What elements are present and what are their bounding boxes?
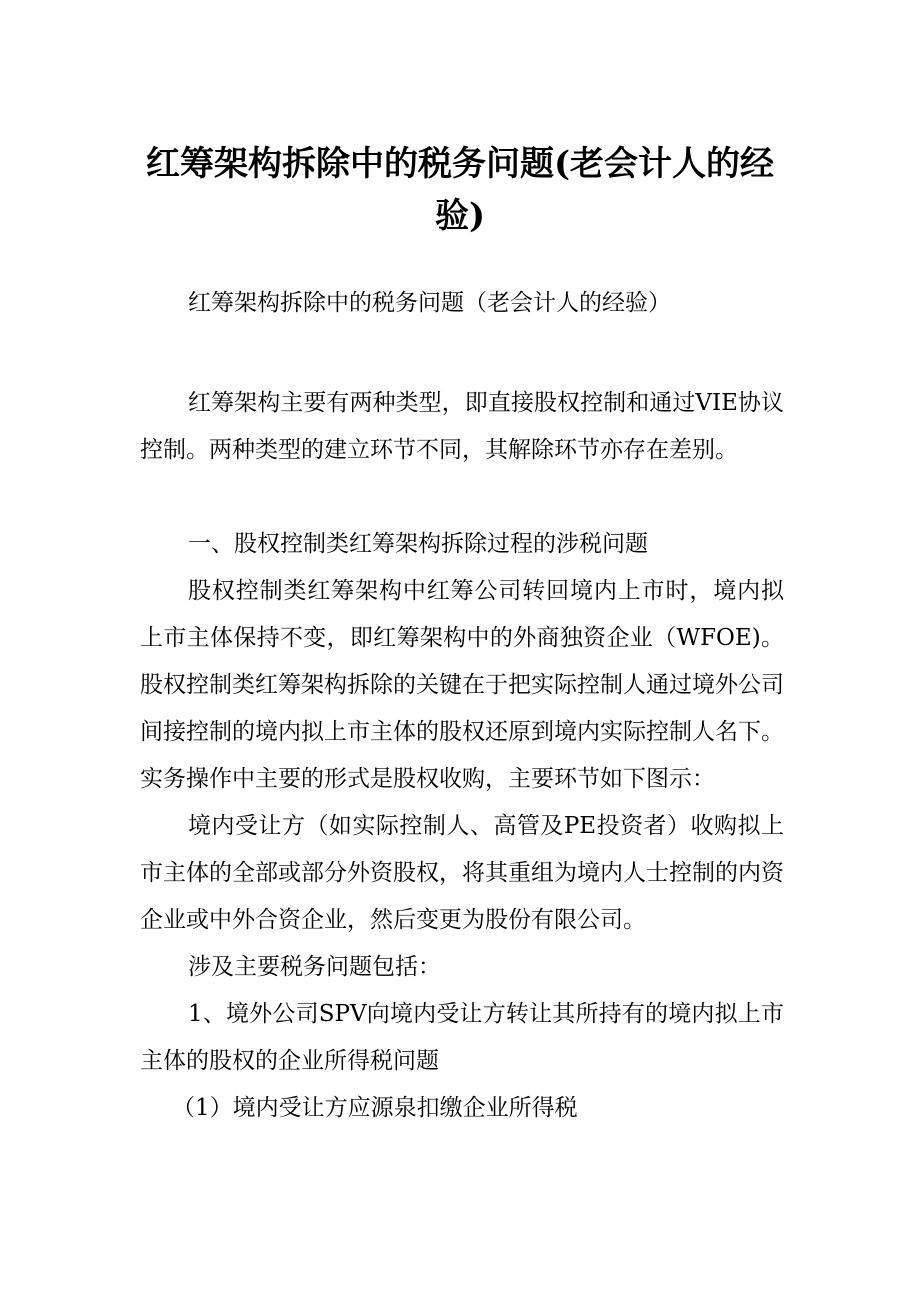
body-paragraph: 涉及主要税务问题包括： [188,954,441,980]
body-section [140,521,784,1132]
body-paragraph: 境内受让方（如实际控制人、高管及PE投资者）收购拟上市主体的全部或部分外资股权，将其重组为境内人士控制的内资企业或中外合资企业，然后变更为股份有限公司。 [140,813,784,933]
subtitle-paragraph: 红筹架构拆除中的税务问题（老会计人的经验） [188,290,671,316]
body-paragraph: 股权控制类红筹架构中红筹公司转回境内上市时，境内拟上市主体保持不变，即红筹架构中的外商独资企业（WFOE)。股权控制类红筹架构拆除的关键在于把实际控制人通过境外公司间接控制的境内拟上市主体的股权还原到境内实际控制人名下。实务操作中主要的形式是股权收购，主要环节如下图示： [140,578,784,792]
section-heading: 一、股权控制类红筹架构拆除过程的涉税问题 [188,531,648,557]
document-subtitle [140,280,784,327]
list-subitem: （1）境内受让方应源泉扣缴企业所得税 [172,1095,578,1121]
intro-section [140,380,784,474]
document-title: 红筹架构拆除中的税务问题(老会计人的经验) [145,144,775,236]
intro-paragraph: 红筹架构主要有两种类型，即直接股权控制和通过VIE协议控制。两种类型的建立环节不同，其解除环节亦存在差别。 [140,390,784,463]
list-item: 1、境外公司SPV向境内受让方转让其所持有的境内拟上市主体的股权的企业所得税问题 [140,1001,784,1074]
